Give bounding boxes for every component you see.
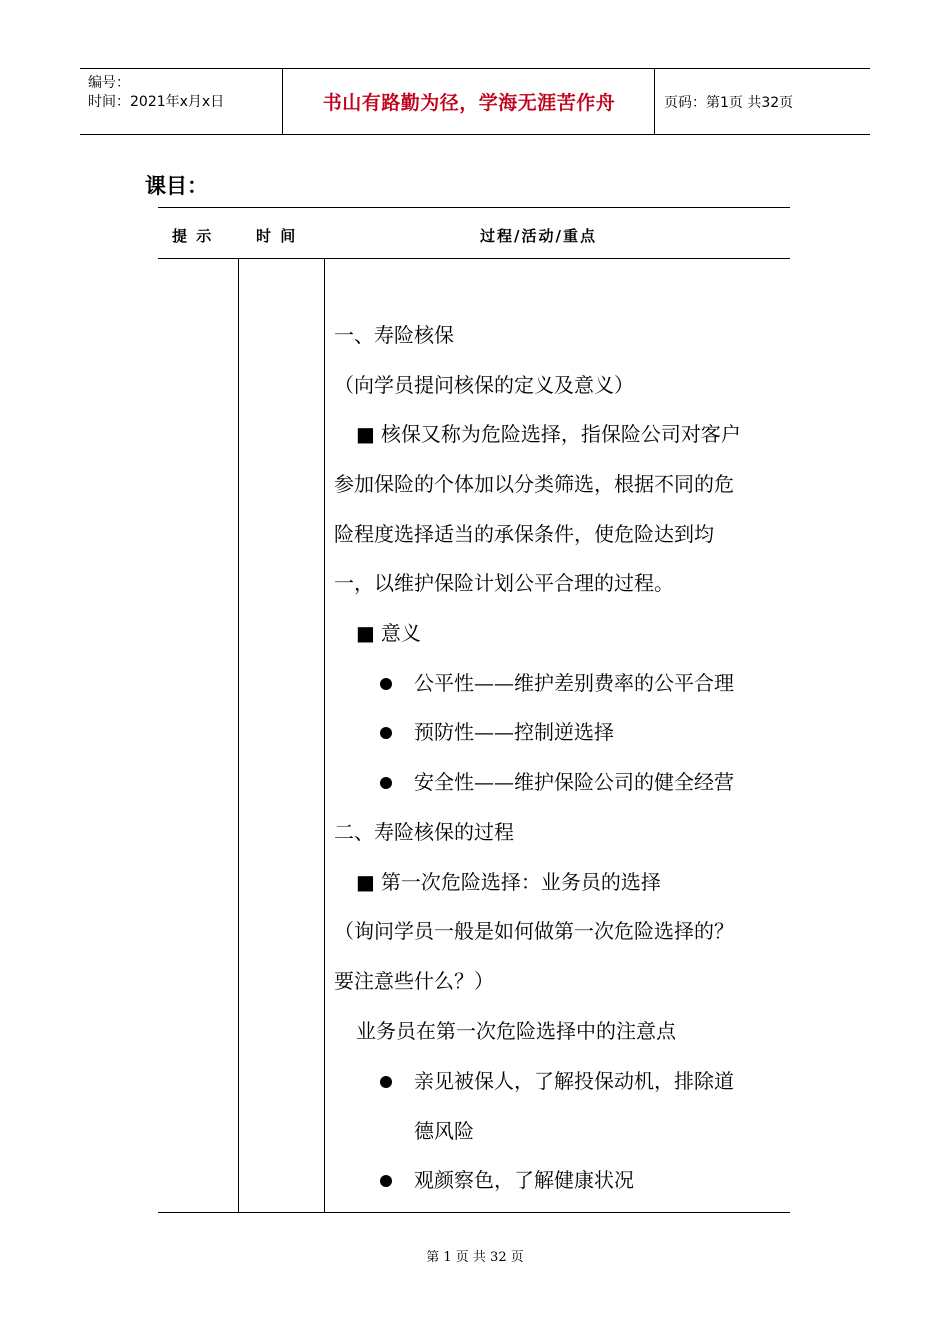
definition-line-1: ■ 核保又称为危险选择，指保险公司对客户: [356, 422, 741, 446]
table-header-time: 时 间: [256, 227, 298, 245]
table-header-process: 过程/活动/重点: [480, 227, 597, 245]
definition-line-3: 险程度选择适当的承保条件，使危险达到均: [334, 522, 714, 546]
question-1: （向学员提问核保的定义及意义）: [334, 373, 634, 397]
meaning-label: ■ 意义: [356, 621, 421, 645]
section-heading-2: 二、寿险核保的过程: [334, 820, 514, 844]
bullet-safety: 安全性——维护保险公司的健全经营: [414, 770, 734, 794]
bullet-dot-icon: [380, 1076, 392, 1088]
bullet-meet-insured-line-1: 亲见被保人，了解投保动机，排除道: [414, 1069, 734, 1093]
page-header: [80, 68, 870, 135]
bullet-prevention: 预防性——控制逆选择: [414, 720, 614, 744]
header-meta: [88, 74, 224, 112]
bullet-dot-icon: [380, 1175, 392, 1187]
bullet-fairness: 公平性——维护差别费率的公平合理: [414, 671, 734, 695]
question-2-line-2: 要注意些什么？）: [334, 969, 494, 993]
definition-line-2: 参加保险的个体加以分类筛选，根据不同的危: [334, 472, 734, 496]
header-page-label: 页码：第1页 共32页: [664, 94, 794, 111]
section-heading-1: 一、寿险核保: [334, 323, 454, 347]
time-label: 时间：2021年x月x日: [88, 94, 225, 110]
bullet-meet-insured-line-2: 德风险: [414, 1119, 474, 1143]
bullet-dot-icon: [380, 678, 392, 690]
number-label: 编号：: [88, 75, 130, 91]
table-header-hint: 提 示: [172, 227, 214, 245]
notes-heading: 业务员在第一次危险选择中的注意点: [356, 1019, 676, 1043]
table-header-rule: [158, 258, 790, 259]
table-bottom-rule: [158, 1212, 790, 1213]
table-top-rule: [158, 207, 790, 208]
course-label: 课目：: [145, 174, 208, 198]
question-2-line-1: （询问学员一般是如何做第一次危险选择的？: [334, 919, 734, 943]
bullet-dot-icon: [380, 777, 392, 789]
header-motto: 书山有路勤为径，学海无涯苦作舟: [322, 92, 616, 114]
table-column-divider: [238, 258, 239, 1212]
definition-line-4: 一，以维护保险计划公平合理的过程。: [334, 571, 674, 595]
bullet-dot-icon: [380, 727, 392, 739]
table-column-divider: [324, 258, 325, 1212]
bullet-observe-health: 观颜察色，了解健康状况: [414, 1168, 634, 1192]
page-footer: 第 1 页 共 32 页: [426, 1250, 524, 1265]
first-selection: ■ 第一次危险选择：业务员的选择: [356, 870, 661, 894]
